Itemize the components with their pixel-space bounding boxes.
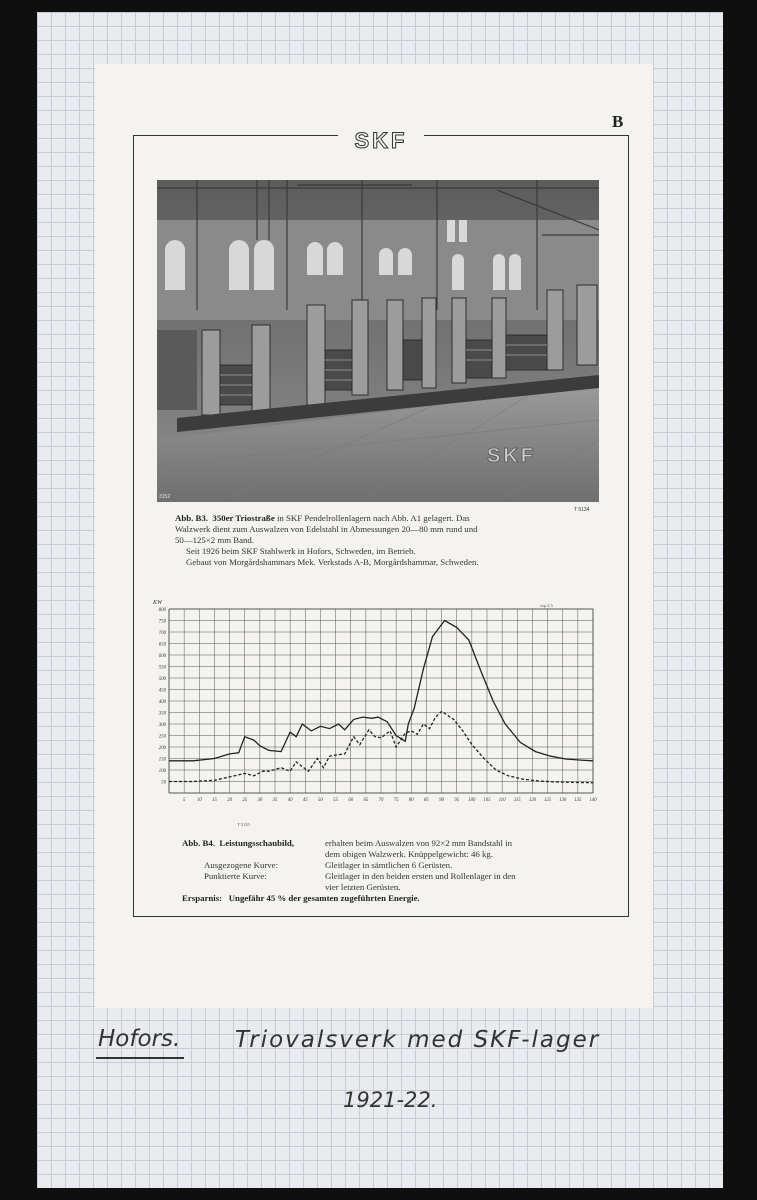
x-tick-label: 115 [513,798,521,803]
caption-b4-label: Abb. B4. [182,838,216,848]
caption-b3-line5: Gebaut von Morgårdshammars Mek. Verkstads A-B, Morgårdshammar, Schweden. [186,557,479,567]
x-tick-label: 85 [424,798,429,803]
y-tick-label: 650 [158,642,166,648]
handwritten-date: 1921-22. [343,1088,438,1112]
x-tick-label: 15 [212,798,217,803]
y-tick-label: 100 [158,769,166,774]
caption-b4-title: Leistungsschaubild, [219,838,294,848]
y-tick-label: 300 [158,723,166,728]
curve1-text: Gleitlager in sämtlichen 6 Gerüsten. [325,860,453,870]
caption-b4-line1 [182,838,294,849]
savings-line [182,893,420,904]
curve2-text: Gleitlager in den beiden ersten und Rollenlager in den [325,871,516,881]
x-tick-label: 135 [574,798,582,803]
caption-b3-line1 [175,513,470,524]
photo-code: T 5134 [574,507,590,513]
caption-b3-line4: Seit 1926 beim SKF Stahlwerk in Hofors, Schweden, im Betrieb. [186,546,416,556]
y-tick-label: 450 [158,688,166,694]
x-tick-label: 30 [257,798,263,803]
rolling-mill-photo [157,180,599,502]
savings-text: Ungefähr 45 % der gesamten zugeführten Energie. [228,893,420,903]
place-underline [96,1057,184,1059]
x-tick-label: 60 [348,798,354,803]
x-tick-label: 20 [227,798,232,803]
y-tick-label: 250 [158,734,166,740]
savings-label: Ersparnis: [182,893,223,903]
x-tick-label: 110 [498,798,506,803]
x-tick-label: 120 [528,798,537,803]
x-tick-label: 5 [182,798,186,803]
curve2-label: Punktierte Kurve: [204,871,267,881]
curve2-text2: vier letzten Gerüsten. [325,882,401,892]
y-axis-label: KW [153,600,162,606]
photo-watermark: SKF [487,445,536,467]
chart-grid [169,609,593,793]
skf-logo: SKF [354,128,408,153]
curve1-label: Ausgezogene Kurve: [204,860,279,870]
y-tick-label: 550 [158,665,166,671]
x-tick-label: 10 [196,798,202,803]
frame-top-left-rule [133,135,338,136]
x-tick-label: 55 [333,798,338,803]
frame-top-right-rule [424,135,629,136]
caption-b4-text1: erhalten beim Auswalzen von 92×2 mm Bandstahl in [325,838,512,848]
y-tick-label: 350 [158,711,166,717]
caption-b3-text1: in SKF Pendelrollenlagern nach Abb. A1 gelagert. Das [276,513,470,523]
x-tick-label: 140 [589,798,597,803]
x-tick-label: 75 [393,798,399,803]
x-tick-label: 70 [378,798,384,803]
y-tick-label: 500 [158,677,166,682]
y-tick-label: 200 [158,746,166,751]
x-tick-labels [183,798,597,803]
x-tick-label: 45 [302,798,308,803]
x-tick-label: 80 [408,798,414,803]
x-tick-label: 40 [287,798,293,803]
photo-corner-tag: 3152 [159,494,171,500]
x-tick-label: 50 [318,798,323,803]
power-chart [147,595,603,835]
y-tick-label: 750 [158,619,166,625]
y-tick-label: 400 [158,700,166,705]
y-tick-label: 800 [158,608,166,613]
y-tick-label: 700 [158,631,166,636]
y-tick-label: 50 [161,780,166,786]
x-tick-label: 105 [483,798,491,803]
plate-letter: B [612,112,624,131]
chart-code-label: T 5135 [237,822,250,827]
x-tick-label: 100 [468,798,476,803]
y-tick-labels [159,608,167,786]
caption-b3-title: 350er Triostraße [212,513,275,523]
x-tick-label: 25 [242,798,248,803]
x-tick-label: 90 [439,798,444,803]
x-tick-label: 35 [272,798,278,803]
chart-top-right-label: sep 2,5 [540,603,553,608]
x-tick-label: 125 [543,798,552,803]
caption-b4-text2: dem obigen Walzwerk. Knüppelgewicht: 46 kg. [325,849,493,859]
handwritten-title: Triovalsverk med SKF-lager [235,1027,601,1053]
caption-b3-line2: Walzwerk dient zum Auswalzen von Edelstahl in Abmessungen 20—80 mm rund und [175,524,478,534]
y-tick-label: 150 [158,757,166,763]
y-tick-label: 600 [158,654,166,659]
caption-b3-line3: 50—125×2 mm Band. [175,535,255,545]
handwritten-place: Hofors. [98,1026,181,1052]
x-tick-label: 65 [363,798,369,803]
x-tick-label: 130 [559,798,567,803]
x-tick-label: 95 [454,798,460,803]
caption-b3-label: Abb. B3. [175,513,209,523]
